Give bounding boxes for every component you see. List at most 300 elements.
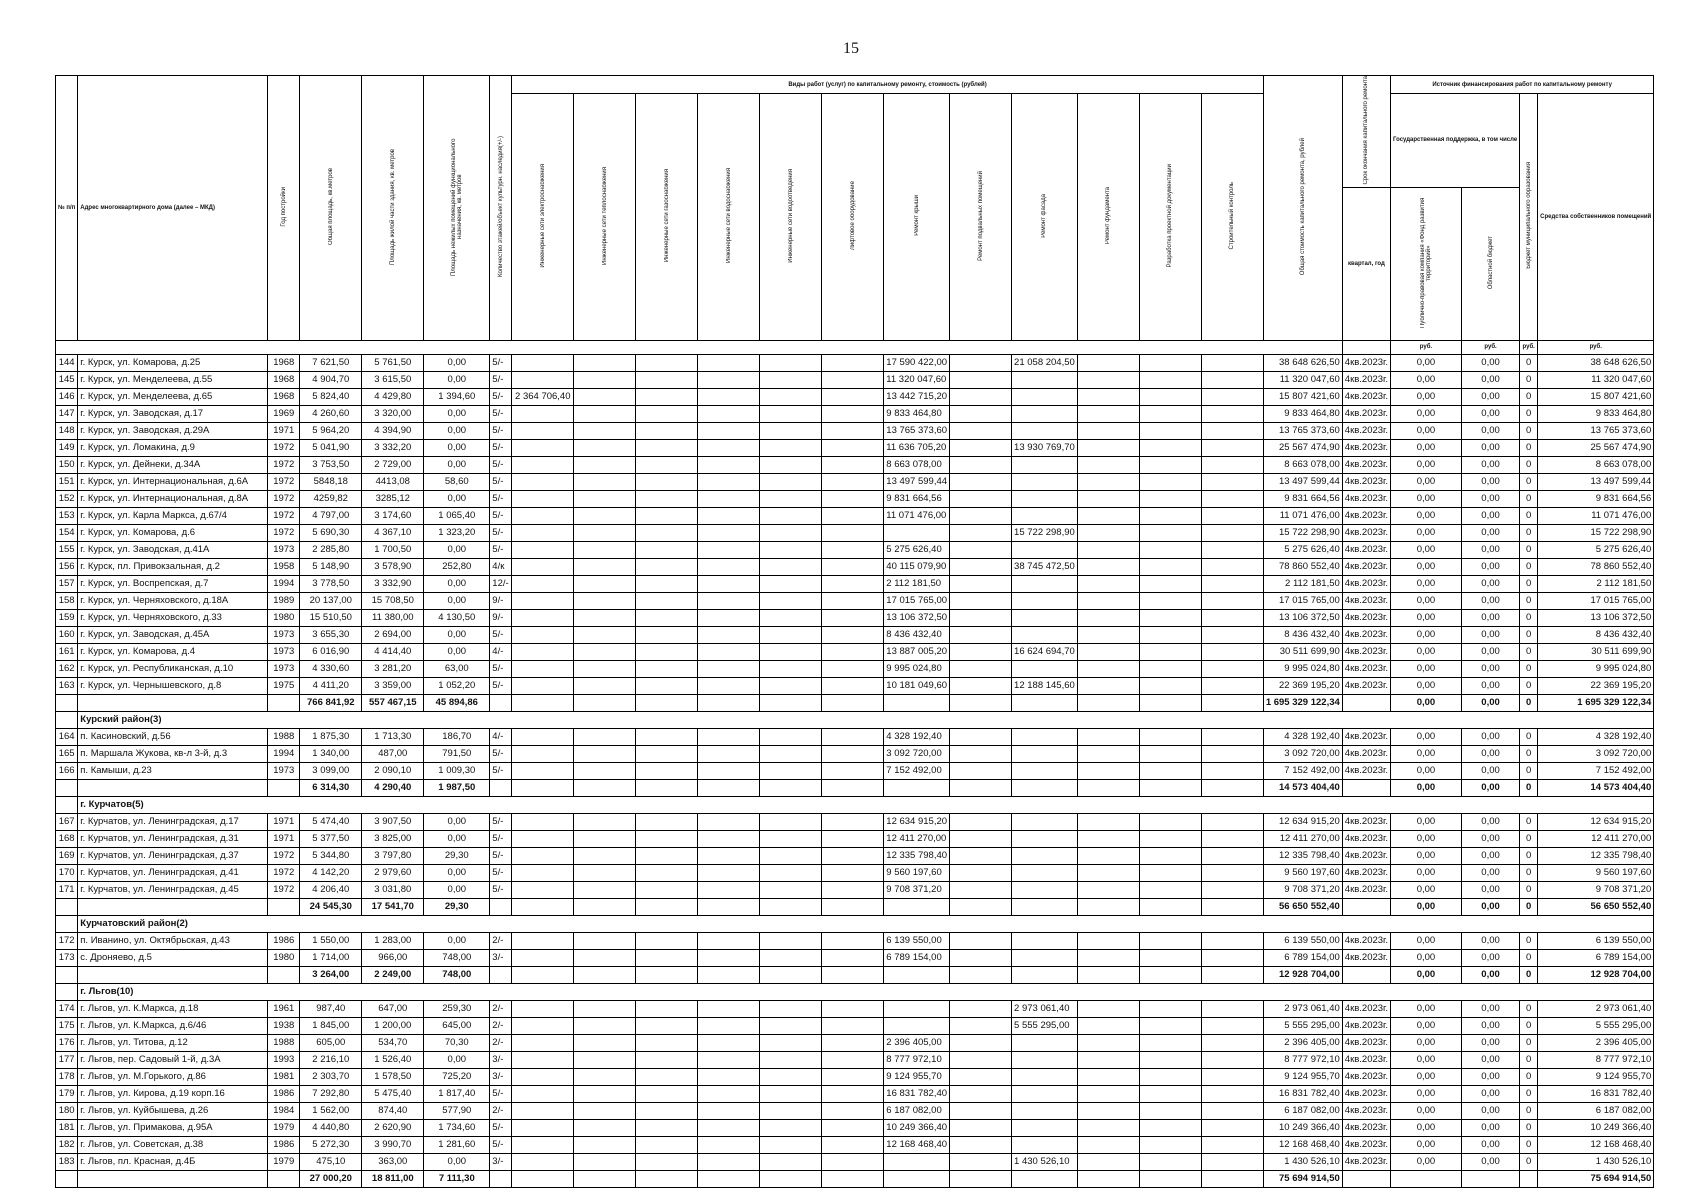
row-facade-cost — [1012, 949, 1078, 966]
row-year: 1972 — [268, 473, 300, 490]
row-basement-cost — [950, 1085, 1012, 1102]
row-address: г. Курск, ул. Интернациональная, д.6А — [78, 473, 268, 490]
row-total-cost: 9 831 664,56 — [1263, 490, 1342, 507]
row-living-area: 1 200,00 — [362, 1017, 424, 1034]
row-regional: 0,00 — [1461, 456, 1519, 473]
row-floors: 5/- — [490, 473, 512, 490]
row-roof-cost: 4 328 192,40 — [884, 728, 950, 745]
row-control-cost — [1201, 864, 1263, 881]
subtotal-nonres-area: 1 987,50 — [424, 779, 490, 796]
row-roof-cost: 8 436 432,40 — [884, 626, 950, 643]
row-fund: 0,00 — [1391, 1034, 1462, 1051]
row-address: г. Курск, ул. Менделеева, д.65 — [78, 388, 268, 405]
row-living-area: 3 332,20 — [362, 439, 424, 456]
row-control-cost — [1201, 1051, 1263, 1068]
row-heat-cost — [574, 473, 636, 490]
subtotal-empty — [1201, 966, 1263, 983]
row-electric-cost — [512, 728, 574, 745]
row-total-cost: 17 015 765,00 — [1263, 592, 1342, 609]
row-municipal: 0 — [1520, 1017, 1538, 1034]
row-regional: 0,00 — [1461, 660, 1519, 677]
row-year: 1979 — [268, 1119, 300, 1136]
row-facade-cost — [1012, 575, 1078, 592]
subtotal-row — [56, 779, 1654, 796]
row-floors: 3/- — [490, 1051, 512, 1068]
row-living-area: 4 414,40 — [362, 643, 424, 660]
row-year: 1981 — [268, 1068, 300, 1085]
header-nonres-area: Площадь нежилых помещений функционального назначения, кв. метров — [424, 76, 490, 341]
row-floors: 5/- — [490, 524, 512, 541]
row-fund: 0,00 — [1391, 830, 1462, 847]
row-water-cost — [698, 439, 760, 456]
row-number: 181 — [56, 1119, 78, 1136]
subtotal-empty — [1201, 898, 1263, 915]
row-total-area: 1 562,00 — [300, 1102, 362, 1119]
row-floors: 5/- — [490, 439, 512, 456]
header-owners: Средства собственников помещений — [1538, 94, 1654, 341]
row-floors: 5/- — [490, 762, 512, 779]
row-heat-cost — [574, 762, 636, 779]
row-nonres-area: 748,00 — [424, 949, 490, 966]
subtotal-empty — [950, 779, 1012, 796]
header-electric: Инженерные сети электроснабжения — [512, 94, 574, 341]
subtotal-empty — [822, 1170, 884, 1187]
row-owners: 6 789 154,00 — [1538, 949, 1654, 966]
row-facade-cost — [1012, 813, 1078, 830]
row-fund: 0,00 — [1391, 745, 1462, 762]
row-owners: 12 168 468,40 — [1538, 1136, 1654, 1153]
row-electric-cost — [512, 626, 574, 643]
row-owners: 30 511 699,90 — [1538, 643, 1654, 660]
row-gas-cost — [636, 524, 698, 541]
row-total-cost: 9 560 197,60 — [1263, 864, 1342, 881]
row-deadline: 4кв.2023г. — [1342, 881, 1390, 898]
row-living-area: 966,00 — [362, 949, 424, 966]
row-facade-cost — [1012, 456, 1078, 473]
subtotal-empty — [822, 694, 884, 711]
row-number: 164 — [56, 728, 78, 745]
row-drain-cost — [760, 847, 822, 864]
row-year: 1961 — [268, 1000, 300, 1017]
row-drain-cost — [760, 422, 822, 439]
row-municipal: 0 — [1520, 371, 1538, 388]
row-owners: 9 995 024,80 — [1538, 660, 1654, 677]
row-regional: 0,00 — [1461, 524, 1519, 541]
row-basement-cost — [950, 949, 1012, 966]
row-nonres-area: 1 052,20 — [424, 677, 490, 694]
row-roof-cost: 10 181 049,60 — [884, 677, 950, 694]
capital-repair-table-container — [55, 75, 1654, 1188]
row-heat-cost — [574, 626, 636, 643]
subtotal-municipal: 0 — [1520, 966, 1538, 983]
row-water-cost — [698, 881, 760, 898]
row-regional: 0,00 — [1461, 1085, 1519, 1102]
subtotal-fund: 0,00 — [1391, 898, 1462, 915]
table-row — [56, 932, 1654, 949]
row-basement-cost — [950, 643, 1012, 660]
subtotal-empty — [1201, 694, 1263, 711]
subtotal-living-area: 4 290,40 — [362, 779, 424, 796]
row-foundation-cost — [1077, 439, 1139, 456]
row-number: 173 — [56, 949, 78, 966]
row-deadline: 4кв.2023г. — [1342, 1068, 1390, 1085]
row-basement-cost — [950, 490, 1012, 507]
row-foundation-cost — [1077, 1102, 1139, 1119]
row-lift-cost — [822, 1136, 884, 1153]
row-floors: 5/- — [490, 507, 512, 524]
row-basement-cost — [950, 677, 1012, 694]
row-municipal: 0 — [1520, 405, 1538, 422]
row-municipal: 0 — [1520, 575, 1538, 592]
row-total-cost: 9 995 024,80 — [1263, 660, 1342, 677]
row-lift-cost — [822, 1119, 884, 1136]
row-owners: 9 833 464,80 — [1538, 405, 1654, 422]
row-facade-cost: 21 058 204,50 — [1012, 354, 1078, 371]
row-address: г. Курчатов, ул. Ленинградская, д.37 — [78, 847, 268, 864]
row-total-area: 1 845,00 — [300, 1017, 362, 1034]
row-nonres-area: 1 323,20 — [424, 524, 490, 541]
row-basement-cost — [950, 813, 1012, 830]
row-address: г. Курск, ул. Дейнеки, д.34А — [78, 456, 268, 473]
row-foundation-cost — [1077, 490, 1139, 507]
row-water-cost — [698, 864, 760, 881]
row-water-cost — [698, 847, 760, 864]
row-control-cost — [1201, 813, 1263, 830]
row-nonres-area: 1 009,30 — [424, 762, 490, 779]
table-row — [56, 609, 1654, 626]
row-fund: 0,00 — [1391, 1051, 1462, 1068]
row-total-area: 475,10 — [300, 1153, 362, 1170]
row-basement-cost — [950, 1102, 1012, 1119]
group-num — [56, 915, 78, 932]
row-year: 1968 — [268, 354, 300, 371]
row-total-area: 1 550,00 — [300, 932, 362, 949]
row-total-cost: 5 555 295,00 — [1263, 1017, 1342, 1034]
row-year: 1980 — [268, 949, 300, 966]
row-floors: 5/- — [490, 422, 512, 439]
row-living-area: 3 615,50 — [362, 371, 424, 388]
row-facade-cost — [1012, 745, 1078, 762]
row-lift-cost — [822, 456, 884, 473]
row-total-area: 5 041,90 — [300, 439, 362, 456]
row-living-area: 1 283,00 — [362, 932, 424, 949]
row-basement-cost — [950, 1034, 1012, 1051]
row-control-cost — [1201, 643, 1263, 660]
row-basement-cost — [950, 473, 1012, 490]
row-water-cost — [698, 1000, 760, 1017]
row-nonres-area: 29,30 — [424, 847, 490, 864]
row-living-area: 15 708,50 — [362, 592, 424, 609]
row-year: 1968 — [268, 371, 300, 388]
row-drain-cost — [760, 1136, 822, 1153]
row-regional: 0,00 — [1461, 371, 1519, 388]
row-floors: 5/- — [490, 541, 512, 558]
row-municipal: 0 — [1520, 507, 1538, 524]
row-drain-cost — [760, 1119, 822, 1136]
row-facade-cost — [1012, 541, 1078, 558]
row-fund: 0,00 — [1391, 1153, 1462, 1170]
table-row — [56, 1119, 1654, 1136]
row-owners: 13 765 373,60 — [1538, 422, 1654, 439]
row-municipal: 0 — [1520, 762, 1538, 779]
subtotal-nonres-area: 29,30 — [424, 898, 490, 915]
group-row — [56, 983, 1654, 1000]
row-electric-cost — [512, 1017, 574, 1034]
row-year: 1968 — [268, 388, 300, 405]
row-water-cost — [698, 388, 760, 405]
table-row — [56, 830, 1654, 847]
row-number: 152 — [56, 490, 78, 507]
row-design-cost — [1139, 881, 1201, 898]
subtotal-living-area: 17 541,70 — [362, 898, 424, 915]
row-total-cost: 4 328 192,40 — [1263, 728, 1342, 745]
row-deadline: 4кв.2023г. — [1342, 762, 1390, 779]
row-total-area: 1 875,30 — [300, 728, 362, 745]
row-number: 147 — [56, 405, 78, 422]
row-fund: 0,00 — [1391, 354, 1462, 371]
subtotal-empty — [1077, 898, 1139, 915]
header-num: № п/п — [56, 76, 78, 341]
row-water-cost — [698, 830, 760, 847]
subtotal-year — [268, 1170, 300, 1187]
row-facade-cost — [1012, 609, 1078, 626]
row-nonres-area: 0,00 — [424, 490, 490, 507]
row-total-cost: 30 511 699,90 — [1263, 643, 1342, 660]
table-row — [56, 405, 1654, 422]
row-heat-cost — [574, 643, 636, 660]
row-water-cost — [698, 1102, 760, 1119]
group-label: г. Курчатов(5) — [78, 796, 268, 813]
group-row — [56, 711, 1654, 728]
row-facade-cost — [1012, 847, 1078, 864]
row-basement-cost — [950, 592, 1012, 609]
row-basement-cost — [950, 830, 1012, 847]
row-control-cost — [1201, 932, 1263, 949]
row-gas-cost — [636, 932, 698, 949]
row-drain-cost — [760, 762, 822, 779]
subtotal-empty — [1012, 694, 1078, 711]
row-year: 1994 — [268, 745, 300, 762]
row-water-cost — [698, 371, 760, 388]
row-floors: 2/- — [490, 932, 512, 949]
subtotal-total-area: 24 545,30 — [300, 898, 362, 915]
row-nonres-area: 0,00 — [424, 575, 490, 592]
subtotal-fund: 0,00 — [1391, 779, 1462, 796]
row-electric-cost — [512, 643, 574, 660]
row-water-cost — [698, 1119, 760, 1136]
subtotal-empty — [512, 694, 574, 711]
row-water-cost — [698, 1017, 760, 1034]
row-control-cost — [1201, 439, 1263, 456]
subtotal-empty — [512, 966, 574, 983]
row-deadline: 4кв.2023г. — [1342, 1153, 1390, 1170]
row-gas-cost — [636, 405, 698, 422]
row-number: 182 — [56, 1136, 78, 1153]
row-owners: 22 369 195,20 — [1538, 677, 1654, 694]
row-roof-cost: 13 887 005,20 — [884, 643, 950, 660]
table-row — [56, 388, 1654, 405]
row-total-area: 5848,18 — [300, 473, 362, 490]
row-deadline: 4кв.2023г. — [1342, 524, 1390, 541]
row-design-cost — [1139, 677, 1201, 694]
row-foundation-cost — [1077, 388, 1139, 405]
row-drain-cost — [760, 932, 822, 949]
row-municipal: 0 — [1520, 1153, 1538, 1170]
row-owners: 2 112 181,50 — [1538, 575, 1654, 592]
row-municipal: 0 — [1520, 1051, 1538, 1068]
row-nonres-area: 1 734,60 — [424, 1119, 490, 1136]
row-owners: 1 430 526,10 — [1538, 1153, 1654, 1170]
subtotal-empty — [1012, 1170, 1078, 1187]
row-heat-cost — [574, 660, 636, 677]
row-roof-cost: 11 320 047,60 — [884, 371, 950, 388]
row-gas-cost — [636, 439, 698, 456]
row-regional: 0,00 — [1461, 626, 1519, 643]
row-municipal: 0 — [1520, 949, 1538, 966]
row-drain-cost — [760, 1034, 822, 1051]
row-control-cost — [1201, 473, 1263, 490]
row-floors: 9/- — [490, 609, 512, 626]
row-lift-cost — [822, 575, 884, 592]
row-gas-cost — [636, 830, 698, 847]
row-total-area: 4 206,40 — [300, 881, 362, 898]
row-total-area: 4 260,60 — [300, 405, 362, 422]
row-living-area: 3 174,60 — [362, 507, 424, 524]
row-basement-cost — [950, 456, 1012, 473]
row-floors: 2/- — [490, 1034, 512, 1051]
row-roof-cost: 13 442 715,20 — [884, 388, 950, 405]
row-fund: 0,00 — [1391, 1085, 1462, 1102]
row-municipal: 0 — [1520, 609, 1538, 626]
header-year: Год постройки — [268, 76, 300, 341]
row-owners: 8 777 972,10 — [1538, 1051, 1654, 1068]
row-owners: 12 634 915,20 — [1538, 813, 1654, 830]
row-living-area: 534,70 — [362, 1034, 424, 1051]
row-foundation-cost — [1077, 762, 1139, 779]
row-address: г. Курск, ул. Менделеева, д.55 — [78, 371, 268, 388]
row-living-area: 647,00 — [362, 1000, 424, 1017]
row-living-area: 3 578,90 — [362, 558, 424, 575]
subtotal-living-area: 557 467,15 — [362, 694, 424, 711]
row-address: г. Курчатов, ул. Ленинградская, д.41 — [78, 864, 268, 881]
subtotal-empty — [636, 779, 698, 796]
row-facade-cost: 15 722 298,90 — [1012, 524, 1078, 541]
row-fund: 0,00 — [1391, 932, 1462, 949]
row-total-cost: 7 152 492,00 — [1263, 762, 1342, 779]
row-water-cost — [698, 405, 760, 422]
row-design-cost — [1139, 405, 1201, 422]
row-design-cost — [1139, 371, 1201, 388]
row-foundation-cost — [1077, 677, 1139, 694]
subtotal-municipal — [1520, 1170, 1538, 1187]
row-total-area: 5 344,80 — [300, 847, 362, 864]
row-fund: 0,00 — [1391, 371, 1462, 388]
subtotal-row — [56, 898, 1654, 915]
row-address: г. Курск, ул. Заводская, д.45А — [78, 626, 268, 643]
row-foundation-cost — [1077, 1017, 1139, 1034]
row-foundation-cost — [1077, 1136, 1139, 1153]
row-municipal: 0 — [1520, 813, 1538, 830]
row-foundation-cost — [1077, 660, 1139, 677]
row-regional: 0,00 — [1461, 388, 1519, 405]
group-label: Курчатовский район(2) — [78, 915, 268, 932]
row-number: 144 — [56, 354, 78, 371]
row-facade-cost — [1012, 1051, 1078, 1068]
row-regional: 0,00 — [1461, 813, 1519, 830]
row-lift-cost — [822, 643, 884, 660]
table-row — [56, 677, 1654, 694]
row-drain-cost — [760, 626, 822, 643]
row-facade-cost — [1012, 1119, 1078, 1136]
row-basement-cost — [950, 1017, 1012, 1034]
row-deadline: 4кв.2023г. — [1342, 643, 1390, 660]
row-control-cost — [1201, 609, 1263, 626]
row-nonres-area: 0,00 — [424, 1051, 490, 1068]
row-total-area: 605,00 — [300, 1034, 362, 1051]
row-facade-cost — [1012, 592, 1078, 609]
row-address: г. Льгов, ул. Кирова, д.19 корп.16 — [78, 1085, 268, 1102]
row-heat-cost — [574, 1068, 636, 1085]
row-roof-cost: 6 789 154,00 — [884, 949, 950, 966]
row-floors: 5/- — [490, 371, 512, 388]
row-electric-cost — [512, 949, 574, 966]
row-roof-cost: 6 139 550,00 — [884, 932, 950, 949]
row-foundation-cost — [1077, 830, 1139, 847]
row-total-cost: 12 411 270,00 — [1263, 830, 1342, 847]
row-water-cost — [698, 745, 760, 762]
row-roof-cost: 9 124 955,70 — [884, 1068, 950, 1085]
row-heat-cost — [574, 864, 636, 881]
row-deadline: 4кв.2023г. — [1342, 1000, 1390, 1017]
row-floors: 5/- — [490, 456, 512, 473]
table-row — [56, 1153, 1654, 1170]
row-water-cost — [698, 1136, 760, 1153]
row-municipal: 0 — [1520, 677, 1538, 694]
table-header — [56, 76, 1654, 355]
header-unit-regional: руб. — [1461, 340, 1519, 354]
row-heat-cost — [574, 422, 636, 439]
row-heat-cost — [574, 1017, 636, 1034]
group-filler — [268, 711, 1654, 728]
row-owners: 9 831 664,56 — [1538, 490, 1654, 507]
row-design-cost — [1139, 762, 1201, 779]
group-label: г. Льгов(10) — [78, 983, 268, 1000]
row-basement-cost — [950, 1068, 1012, 1085]
row-design-cost — [1139, 490, 1201, 507]
row-living-area: 3 281,20 — [362, 660, 424, 677]
subtotal-deadline — [1342, 1170, 1390, 1187]
row-roof-cost: 9 560 197,60 — [884, 864, 950, 881]
row-living-area: 4 394,90 — [362, 422, 424, 439]
row-design-cost — [1139, 558, 1201, 575]
row-owners: 6 139 550,00 — [1538, 932, 1654, 949]
row-municipal: 0 — [1520, 1085, 1538, 1102]
row-basement-cost — [950, 1051, 1012, 1068]
subtotal-empty — [636, 694, 698, 711]
row-heat-cost — [574, 1000, 636, 1017]
row-control-cost — [1201, 371, 1263, 388]
row-foundation-cost — [1077, 541, 1139, 558]
row-gas-cost — [636, 1051, 698, 1068]
row-lift-cost — [822, 813, 884, 830]
row-facade-cost: 5 555 295,00 — [1012, 1017, 1078, 1034]
row-design-cost — [1139, 609, 1201, 626]
row-municipal: 0 — [1520, 439, 1538, 456]
row-drain-cost — [760, 830, 822, 847]
row-municipal: 0 — [1520, 422, 1538, 439]
header-address: Адрес многоквартирного дома (далее – МКД) — [78, 76, 268, 341]
row-electric-cost — [512, 541, 574, 558]
